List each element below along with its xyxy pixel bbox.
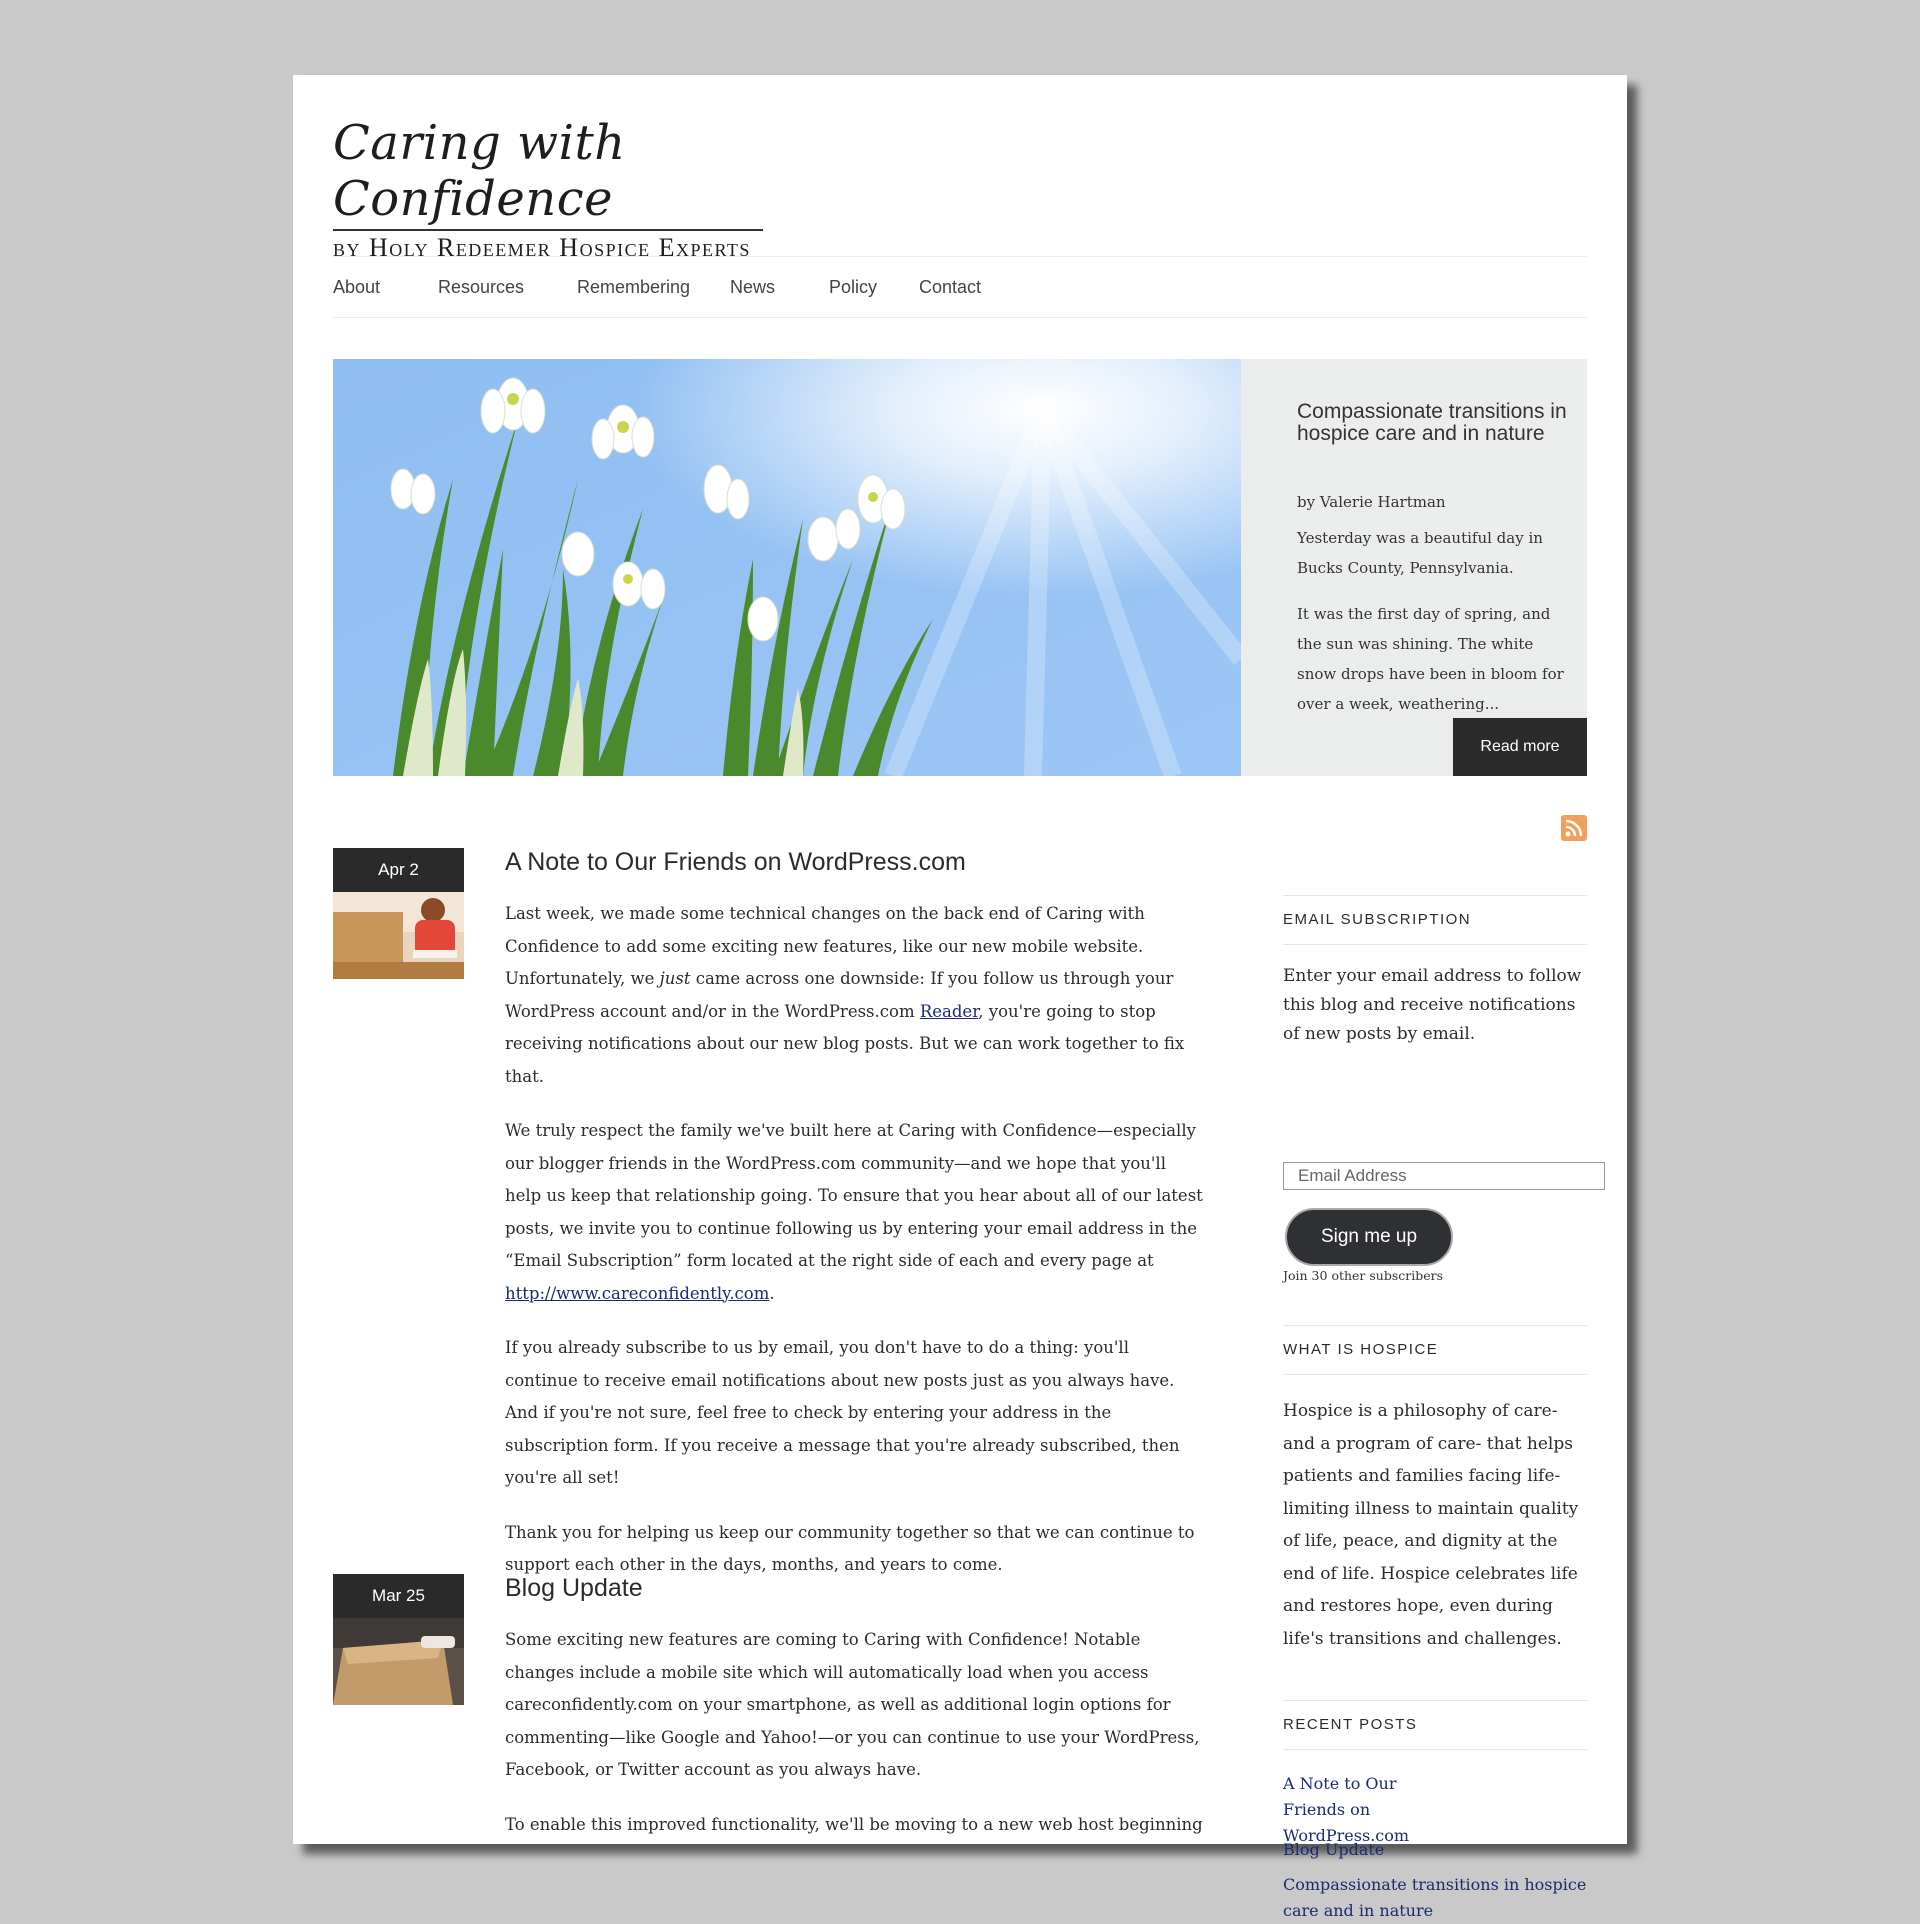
post-paragraph: If you already subscribe to us by email, you don't have to do a thing: you'll continue to receive email notifications about new posts just as you always have. And if you're not sure, feel free to check by entering your address in the subscription form. If you receive a message that you're already subscribed, then you're all set! <box>505 1338 1180 1487</box>
featured-title[interactable]: Compassionate transitions in hospice care and in nature <box>1297 400 1567 445</box>
nav-item-resources[interactable]: Resources <box>438 277 525 297</box>
post-text: Last week, we made some technical changes on the back end of Caring with Confidence to add some exciting new features, like our new mobile website. Unfortunately, we <box>505 904 1145 988</box>
reader-link[interactable]: Reader <box>919 1001 979 1021</box>
post-thumbnail <box>333 1618 464 1705</box>
featured-excerpt-2: It was the first day of spring, and the sun was shining. The white snow drops have been in bloom for over a week, weathering... <box>1297 605 1564 713</box>
featured-excerpt-1: Yesterday was a beautiful day in Bucks County, Pennsylvania. <box>1297 529 1543 577</box>
recent-post-link[interactable]: Compassionate transitions in hospice care and in nature <box>1283 1875 1587 1920</box>
featured-byline: by Valerie Hartman <box>1297 493 1446 511</box>
post-text: We truly respect the family we've built here at Caring with Confidence—especially our blogger friends in the WordPress.com community—and we hope that you'll help us keep that relationship going. To ensure that you hear about all of our latest posts, we invite you to continue following us by entering your email address in the “Email Subscription” form located at the right side of each and every page at <box>505 1121 1203 1270</box>
nav-item-policy[interactable]: Policy <box>829 277 878 297</box>
email-subscription-text: Enter your email address to follow this blog and receive notifications of new posts by email. <box>1283 966 1582 1044</box>
rss-glyph <box>1561 815 1587 841</box>
logo-title: Caring with Confidence <box>333 115 626 227</box>
post-date: Apr 2 <box>333 848 464 892</box>
post-body <box>505 898 1205 1604</box>
rss-feed-icon[interactable] <box>1561 815 1587 841</box>
post-body <box>505 1624 1205 1863</box>
snowdrop-flowers-image <box>333 359 1241 776</box>
what-is-hospice-title: WHAT IS HOSPICE <box>1283 1325 1587 1375</box>
post <box>333 848 1203 1574</box>
post-paragraph <box>505 1115 1205 1310</box>
post-text: , you're going to stop receiving notifications about our new blog posts. But we can work together to fix that. <box>505 1001 1185 1086</box>
recent-posts-title: RECENT POSTS <box>1283 1700 1587 1750</box>
post <box>333 1574 1203 1844</box>
main-nav <box>333 256 1587 318</box>
post-title[interactable]: Blog Update <box>505 1574 643 1602</box>
featured-panel <box>1241 359 1587 776</box>
post-date-block[interactable] <box>333 1574 464 1705</box>
post-thumbnail <box>333 892 464 979</box>
email-subscription-title: EMAIL SUBSCRIPTION <box>1283 895 1587 945</box>
site-url-link[interactable]: http://www.careconfidently.com <box>505 1283 770 1303</box>
sign-me-up-button[interactable]: Sign me up <box>1285 1208 1453 1266</box>
post-paragraph: Thank you for helping us keep our community together so that we can continue to support each other in the days, months, and years to come. <box>505 1522 1195 1574</box>
recent-post-link[interactable]: A Note to Our Friends on WordPress.com <box>1283 1774 1410 1845</box>
post-paragraph: To enable this improved functionality, we'll be moving to a new web host beginning <box>505 1814 1203 1834</box>
what-is-hospice-text: Hospice is a philosophy of care- and a program of care- that helps patients and families facing life-limiting illness to maintain quality of life, peace, and dignity at the end of life. Hospice celebrates life and restores hope, even during life's transitions and challenges. <box>1283 1401 1579 1649</box>
featured-image[interactable] <box>333 359 1241 776</box>
post-date-block[interactable] <box>333 848 464 979</box>
post-emphasis: just <box>659 969 691 988</box>
post-text: came across one downside: If you follow us through your WordPress account and/or in the WordPress.com <box>505 969 1174 1021</box>
page <box>293 75 1627 1920</box>
post-title[interactable]: A Note to Our Friends on WordPress.com <box>505 848 966 876</box>
post-text: . <box>769 1283 775 1303</box>
nav-item-about[interactable]: About <box>333 277 381 297</box>
nav-item-contact[interactable]: Contact <box>919 277 982 297</box>
read-more-button[interactable]: Read more <box>1453 718 1587 776</box>
logo-rule <box>333 229 763 231</box>
nav-item-news[interactable]: News <box>730 277 776 297</box>
recent-post-link[interactable]: Blog Update <box>1283 1840 1385 1859</box>
post-paragraph <box>505 898 1205 1093</box>
featured-post <box>333 359 1587 776</box>
email-input[interactable] <box>1283 1162 1605 1190</box>
nav-item-remembering[interactable]: Remembering <box>577 277 691 297</box>
site-logo[interactable] <box>333 115 773 263</box>
subscribers-note: Join 30 other subscribers <box>1283 1268 1444 1283</box>
logo-subtitle: by Holy Redeemer Hospice Experts <box>333 233 751 262</box>
post-date: Mar 25 <box>333 1574 464 1618</box>
post-paragraph: Some exciting new features are coming to Caring with Confidence! Notable changes include a mobile site which will automatically load when you access careconfidently.com on your smartphone, as well as additional login options for commenting—like Google and Yahoo!—or you can continue to use your WordPress, Facebook, or Twitter account as you always have. <box>505 1630 1200 1779</box>
